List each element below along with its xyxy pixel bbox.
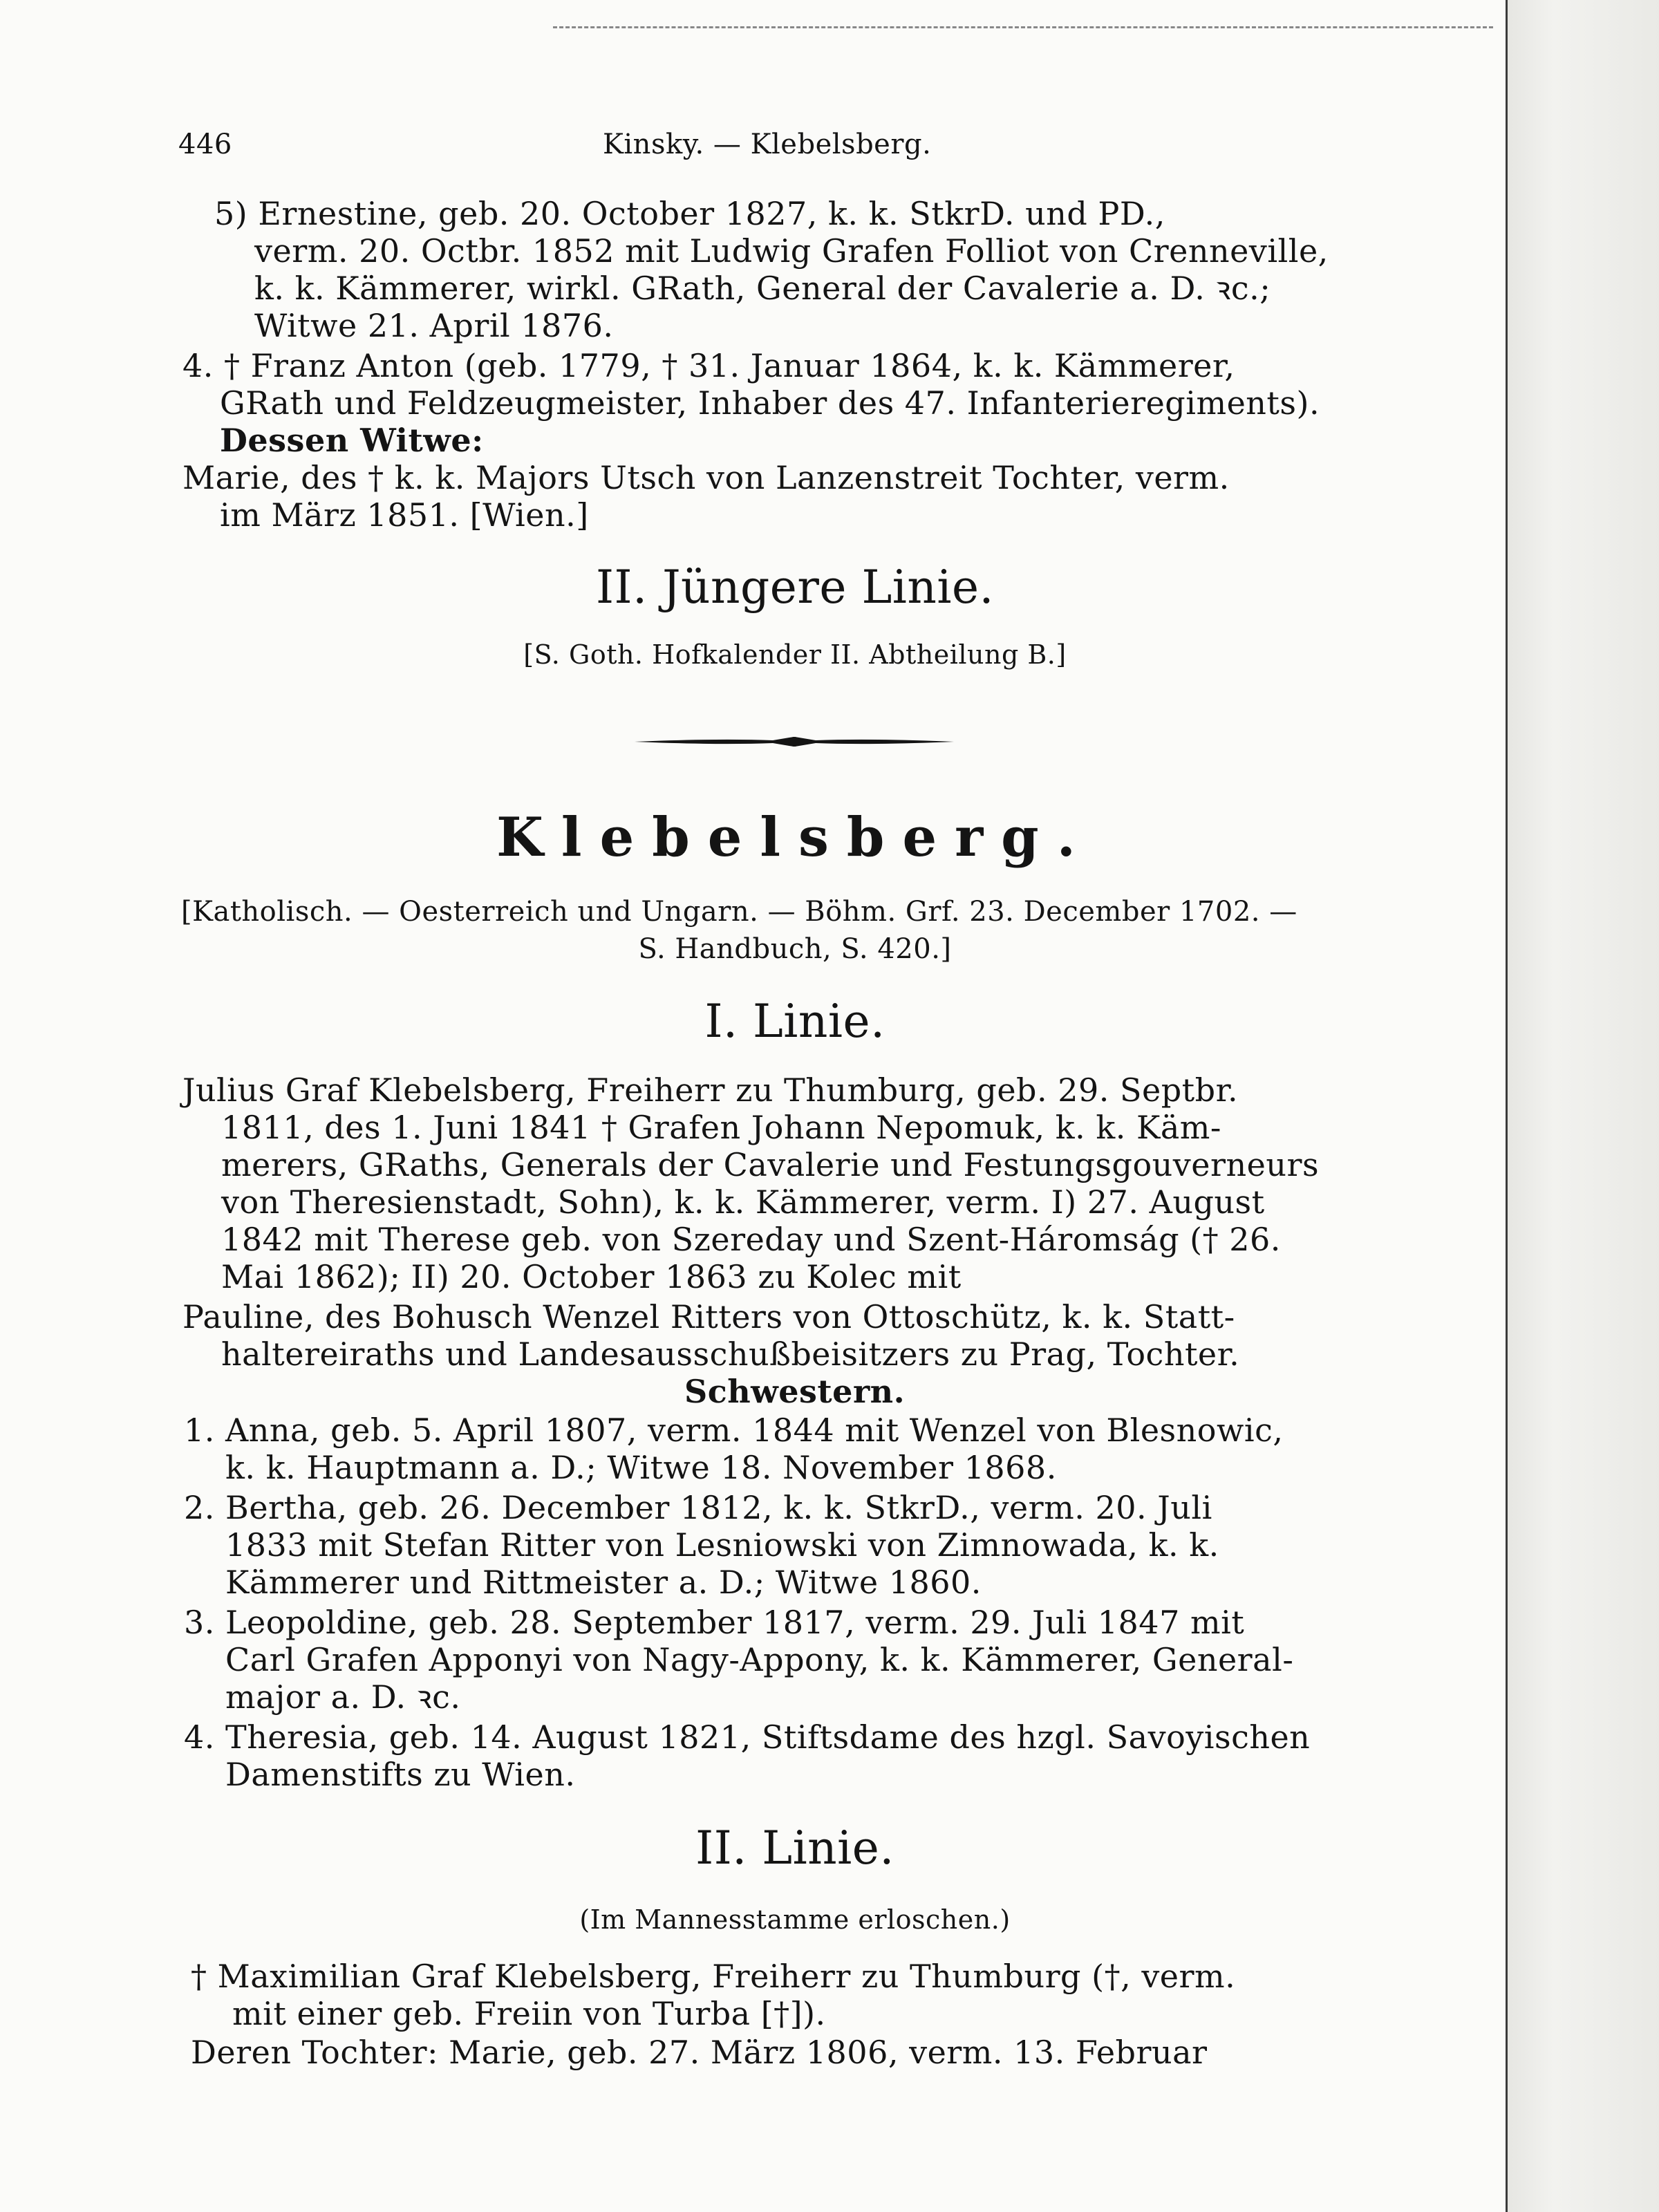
section-heading-linie-1: I. Linie. — [704, 995, 885, 1048]
intro-line: [Katholisch. — Oesterreich und Ungarn. — Böhm. Grf. 23. December 1702. — — [181, 896, 1297, 928]
family-title: Klebelsberg. — [496, 806, 1094, 869]
running-title: Kinsky. — Klebelsberg. — [603, 129, 932, 160]
text-line: Witwe 21. April 1876. — [254, 307, 614, 344]
text-line: major a. D. ꝛc. — [225, 1678, 461, 1716]
reference-note: [S. Goth. Hofkalender II. Abtheilung B.] — [523, 639, 1067, 670]
text-line: merers, GRaths, Generals der Cavalerie und Festungsgouverneurs — [221, 1146, 1320, 1183]
text-line: k. k. Hauptmann a. D.; Witwe 18. November 1868. — [225, 1449, 1057, 1486]
subheading-widow: Dessen Witwe: — [220, 422, 484, 459]
text-line: Kämmerer und Rittmeister a. D.; Witwe 1860. — [225, 1564, 982, 1601]
page-number: 446 — [178, 129, 232, 160]
text-line: Marie, des † k. k. Majors Utsch von Lanzenstreit Tochter, verm. — [182, 459, 1230, 496]
text-line: GRath und Feldzeugmeister, Inhaber des 47. Infanterieregiments). — [220, 384, 1320, 422]
subheading-sisters: Schwestern. — [684, 1373, 906, 1410]
text-line: Mai 1862); II) 20. October 1863 zu Kolec mit — [221, 1258, 962, 1295]
text-line: Julius Graf Klebelsberg, Freiherr zu Thumburg, geb. 29. Septbr. — [182, 1071, 1239, 1109]
text-line: 4. Theresia, geb. 14. August 1821, Stiftsdame des hzgl. Savoyischen — [184, 1718, 1311, 1756]
section-heading-linie-2: II. Linie. — [695, 1821, 894, 1875]
text-line: 2. Bertha, geb. 26. December 1812, k. k. StkrD., verm. 20. Juli — [184, 1489, 1212, 1526]
text-line: 5) Ernestine, geb. 20. October 1827, k. k. StkrD. und PD., — [214, 195, 1165, 232]
text-line: mit einer geb. Freiin von Turba [†]). — [232, 1995, 826, 2032]
adjacent-page-strip — [1506, 0, 1659, 2212]
top-dashed-rule — [553, 26, 1493, 28]
extinct-note: (Im Mannesstamme erloschen.) — [579, 1904, 1011, 1935]
text-line: Carl Grafen Apponyi von Nagy-Appony, k. k. Kämmerer, General- — [225, 1641, 1294, 1678]
text-line: Deren Tochter: Marie, geb. 27. März 1806, verm. 13. Februar — [191, 2034, 1208, 2071]
text-line: 1811, des 1. Juni 1841 † Grafen Johann Nepomuk, k. k. Käm- — [221, 1109, 1221, 1146]
text-line: im März 1851. [Wien.] — [220, 496, 589, 534]
text-line: Pauline, des Bohusch Wenzel Ritters von Ottoschütz, k. k. Statt- — [182, 1298, 1235, 1335]
text-line: 1833 mit Stefan Ritter von Lesniowski von Zimnowada, k. k. — [225, 1526, 1219, 1564]
text-line: haltereiraths und Landesausschußbeisitzers zu Prag, Tochter. — [221, 1335, 1240, 1373]
text-line: k. k. Kämmerer, wirkl. GRath, General der Cavalerie a. D. ꝛc.; — [254, 270, 1271, 307]
intro-line: S. Handbuch, S. 420.] — [638, 933, 952, 965]
text-line: von Theresienstadt, Sohn), k. k. Kämmerer, verm. I) 27. August — [221, 1183, 1265, 1221]
text-line: † Maximilian Graf Klebelsberg, Freiherr zu Thumburg (†, verm. — [191, 1958, 1236, 1995]
text-line: Damenstifts zu Wien. — [225, 1756, 576, 1793]
text-line: 3. Leopoldine, geb. 28. September 1817, verm. 29. Juli 1847 mit — [184, 1604, 1245, 1641]
text-line: 1. Anna, geb. 5. April 1807, verm. 1844 mit Wenzel von Blesnowic, — [184, 1412, 1284, 1449]
text-line: verm. 20. Octbr. 1852 mit Ludwig Grafen Folliot von Crenneville, — [254, 232, 1329, 270]
section-heading-juengere-linie: II. Jüngere Linie. — [595, 561, 995, 614]
text-line: 1842 mit Therese geb. von Szereday und Szent-Háromság († 26. — [221, 1221, 1281, 1258]
ornamental-divider — [635, 731, 954, 752]
text-line: 4. † Franz Anton (geb. 1779, † 31. Januar 1864, k. k. Kämmerer, — [182, 347, 1235, 384]
